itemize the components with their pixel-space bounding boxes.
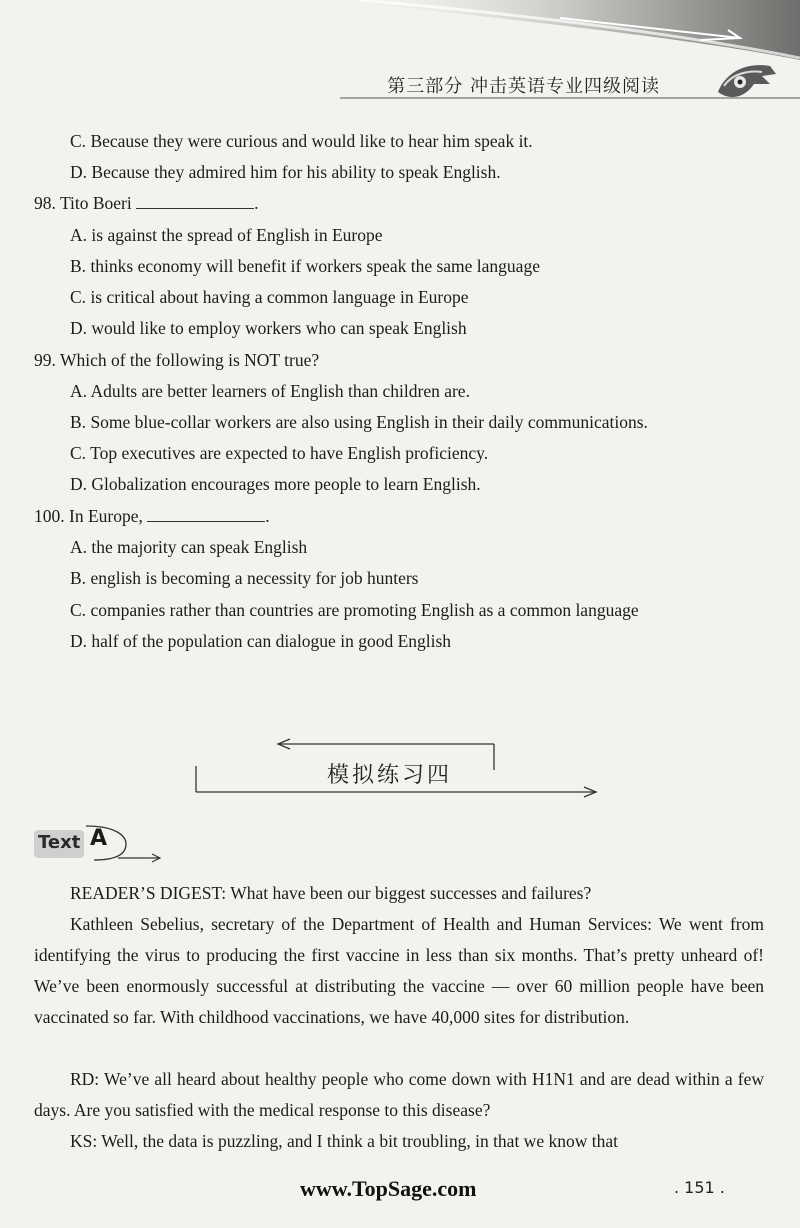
text-letter: A [90,826,108,851]
section-title: 模拟练习四 [327,763,453,788]
question-99-stem: 99. Which of the following is NOT true? [34,350,320,370]
page-number: . 151 . [674,1178,725,1197]
question-97-option-d: D. Because they admired him for his ability to speak English. [70,162,501,182]
text-label: Text [38,832,81,853]
question-100-option-a: A. the majority can speak English [70,537,308,557]
answer-blank [147,507,265,522]
question-100-option-d: D. half of the population can dialogue in good English [70,631,452,651]
running-header: 第三部分 冲击英语专业四级阅读 [387,76,660,97]
footer-url: www.TopSage.com [300,1176,477,1201]
question-98-option-d: D. would like to employ workers who can speak English [70,318,467,338]
question-98-stem: 98. Tito Boeri . [34,193,259,213]
passage-paragraph-1: READER’S DIGEST: What have been our biggest successes and failures? [70,883,592,903]
passage-paragraph-2: Kathleen Sebelius, secretary of the Department of Health and Human Services: We went from identifying the virus to producing the first vaccine in less than six months. That’s pretty unheard of! We’ve been enormously successful at distributing the vaccine — over 60 million people have been vaccinated so far. With childhood vaccinations, we have 40,000 sites for distribution. [34,914,764,1027]
passage-paragraph-4: KS: Well, the data is puzzling, and I think a bit troubling, in that we know that [70,1131,618,1151]
question-99-option-a: A. Adults are better learners of English than children are. [70,381,470,401]
question-99-option-b: B. Some blue-collar workers are also using English in their daily communications. [70,412,648,432]
question-98-option-b: B. thinks economy will benefit if workers speak the same language [70,256,540,276]
mascot-icon [710,52,780,106]
question-98-option-c: C. is critical about having a common language in Europe [70,287,469,307]
question-98-option-a: A. is against the spread of English in Europe [70,225,383,245]
question-99-option-d: D. Globalization encourages more people to learn English. [70,474,481,494]
question-99-option-c: C. Top executives are expected to have English proficiency. [70,443,489,463]
question-100-stem: 100. In Europe, . [34,506,270,526]
passage-paragraph-3: RD: We’ve all heard about healthy people who come down with H1N1 and are dead within a few days. Are you satisfied with the medical response to this disease? [34,1069,764,1120]
question-100-option-c: C. companies rather than countries are promoting English as a common language [70,600,639,620]
question-97-option-c: C. Because they were curious and would like to hear him speak it. [70,131,533,151]
answer-blank [136,194,254,209]
question-100-option-b: B. english is becoming a necessity for job hunters [70,568,419,588]
